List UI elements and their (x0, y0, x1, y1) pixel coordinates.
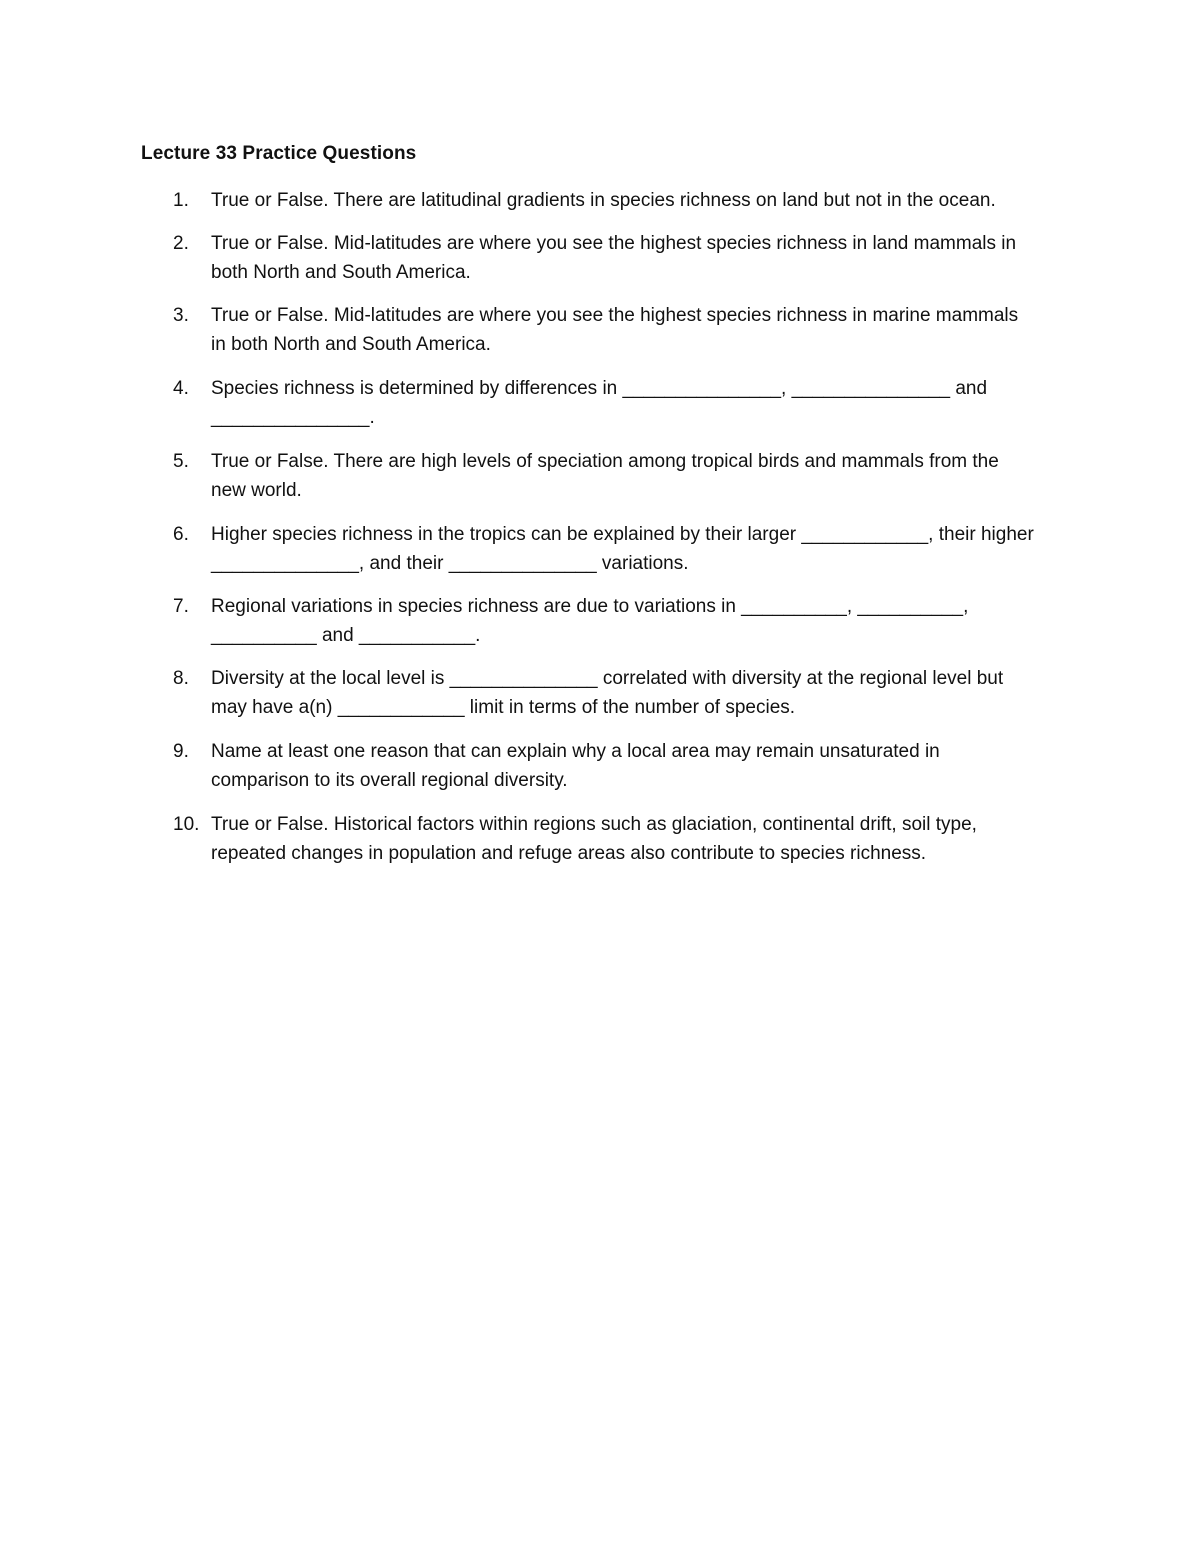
question-text (211, 186, 1061, 215)
question-line: Higher species richness in the tropics can be explained by their larger ____________, their higher (211, 524, 1034, 545)
question-number: 3. (173, 305, 189, 326)
question-line: _______________. (211, 407, 375, 428)
document-title: Lecture 33 Practice Questions (141, 143, 417, 164)
question-text (211, 447, 1061, 505)
question-number: 1. (173, 190, 189, 211)
question-number: 5. (173, 451, 189, 472)
question-text (211, 592, 1061, 650)
question-line: in both North and South America. (211, 334, 491, 355)
question-line: True or False. There are high levels of speciation among tropical birds and mammals from the (211, 451, 999, 472)
question-number: 7. (173, 596, 189, 617)
question-number: 10. (173, 814, 200, 835)
question-line: may have a(n) ____________ limit in terms of the number of species. (211, 697, 796, 718)
question-line: Species richness is determined by differences in _______________, _______________ and (211, 378, 988, 399)
question-line: ______________, and their ______________ variations. (211, 553, 689, 574)
question-number: 2. (173, 233, 189, 254)
question-line: True or False. Mid-latitudes are where you see the highest species richness in marine mammals (211, 305, 1019, 326)
question-text (211, 229, 1061, 287)
question-line: Name at least one reason that can explain why a local area may remain unsaturated in (211, 741, 940, 762)
question-line: repeated changes in population and refuge areas also contribute to species richness. (211, 843, 927, 864)
question-text (211, 520, 1061, 578)
question-number: 6. (173, 524, 189, 545)
question-line: __________ and ___________. (211, 625, 481, 646)
question-line: new world. (211, 480, 302, 501)
question-text (211, 737, 1061, 795)
question-line: True or False. Mid-latitudes are where you see the highest species richness in land mammals in (211, 233, 1017, 254)
question-text (211, 301, 1061, 359)
question-number: 4. (173, 378, 189, 399)
question-line: True or False. Historical factors within regions such as glaciation, continental drift, soil type, (211, 814, 977, 835)
question-text (211, 664, 1061, 722)
question-text (211, 374, 1061, 432)
question-text (211, 810, 1061, 868)
question-number: 8. (173, 668, 189, 689)
question-line: Regional variations in species richness are due to variations in __________, __________, (211, 596, 969, 617)
question-line: Diversity at the local level is ______________ correlated with diversity at the regional level but (211, 668, 1004, 689)
question-number: 9. (173, 741, 189, 762)
question-line: True or False. There are latitudinal gradients in species richness on land but not in the ocean. (211, 190, 996, 211)
question-line: both North and South America. (211, 262, 471, 283)
question-line: comparison to its overall regional diversity. (211, 770, 568, 791)
